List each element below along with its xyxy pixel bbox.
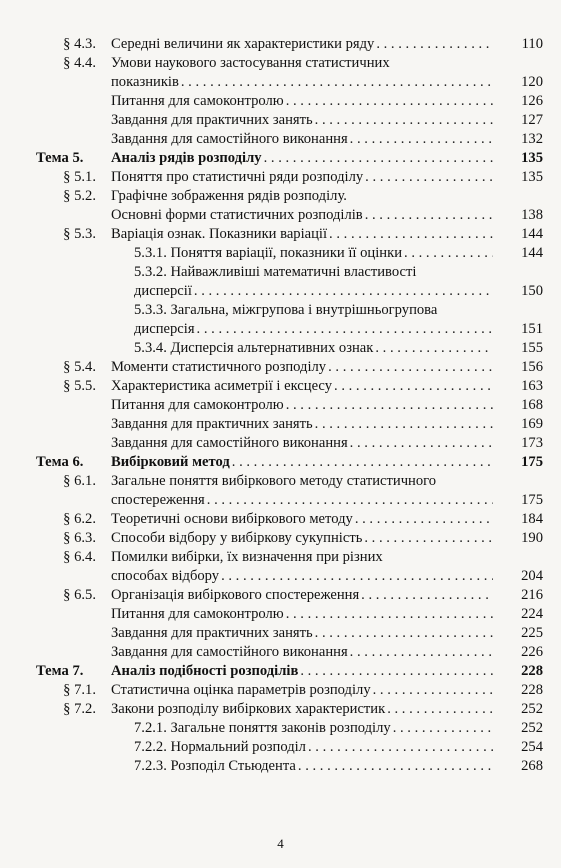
toc-entry-row — [0, 548, 561, 567]
entry-line — [111, 187, 497, 206]
entry-page-number: 173 — [521, 435, 543, 451]
chapter-number: Тема 7. — [36, 663, 84, 679]
entry-title: Моменти статистичного розподілу — [111, 359, 327, 375]
toc-entry-row — [0, 111, 561, 130]
entry-line — [111, 510, 497, 529]
entry-page-number: 224 — [521, 606, 543, 622]
section-number: § 6.4. — [63, 549, 96, 565]
toc-entry-row — [0, 472, 561, 491]
dot-leader — [286, 92, 493, 111]
toc-chapter-row — [0, 453, 561, 472]
toc-chapter-row — [0, 149, 561, 168]
dot-leader — [393, 719, 493, 738]
dot-leader — [194, 282, 493, 301]
entry-title: 5.3.4. Дисперсія альтернативних ознак — [134, 340, 374, 356]
entry-line — [111, 168, 497, 187]
entry-page-number: 144 — [521, 245, 543, 261]
entry-title: показників — [111, 74, 179, 90]
entry-page-number: 169 — [521, 416, 543, 432]
dot-leader — [355, 510, 493, 529]
entry-title: Завдання для практичних занять — [111, 112, 313, 128]
entry-line — [111, 111, 497, 130]
entry-line — [111, 149, 497, 168]
entry-title: Питання для самоконтролю — [111, 397, 284, 413]
section-number: § 5.4. — [63, 359, 96, 375]
dot-leader — [376, 35, 493, 54]
toc-entry-row — [0, 415, 561, 434]
dot-leader — [373, 681, 493, 700]
entry-page-number: 150 — [521, 283, 543, 299]
entry-page-number: 252 — [521, 701, 543, 717]
entry-page-number: 120 — [521, 74, 543, 90]
entry-title: Основні форми статистичних розподілів — [111, 207, 363, 223]
dot-leader — [286, 396, 493, 415]
toc-entry-row — [0, 282, 561, 301]
entry-page-number: 252 — [521, 720, 543, 736]
entry-title: 7.2.1. Загальне поняття законів розподілу — [134, 720, 391, 736]
entry-line — [134, 301, 497, 320]
dot-leader — [197, 320, 493, 339]
entry-title: 5.3.3. Загальна, міжгрупова і внутрішньогрупова — [134, 302, 438, 318]
entry-page-number: 228 — [521, 663, 543, 679]
entry-page-number: 155 — [521, 340, 543, 356]
entry-title: Характеристика асиметрії і ексцесу — [111, 378, 333, 394]
dot-leader — [387, 700, 493, 719]
entry-title: 5.3.1. Поняття варіації, показники її оцінки — [134, 245, 403, 261]
dot-leader — [365, 206, 493, 225]
toc-entry-row — [0, 757, 561, 776]
entry-title: спостереження — [111, 492, 205, 508]
entry-page-number: 254 — [521, 739, 543, 755]
entry-page-number: 168 — [521, 397, 543, 413]
entry-title: 7.2.2. Нормальний розподіл — [134, 739, 306, 755]
entry-title: 5.3.2. Найважливіші математичні властивості — [134, 264, 417, 280]
toc-entry-row — [0, 35, 561, 54]
dot-leader — [350, 643, 493, 662]
dot-leader — [365, 168, 493, 187]
entry-line — [111, 434, 497, 453]
dot-leader — [264, 149, 493, 168]
entry-line — [111, 548, 497, 567]
toc-entry-row — [0, 187, 561, 206]
section-number: § 4.4. — [63, 55, 96, 71]
section-number: § 5.3. — [63, 226, 96, 242]
entry-title: Завдання для самостійного виконання — [111, 644, 348, 660]
entry-title: Способи відбору у вибіркову сукупність — [111, 530, 363, 546]
toc-entry-row — [0, 681, 561, 700]
section-number: § 5.5. — [63, 378, 96, 394]
dot-leader — [315, 111, 493, 130]
toc-entry-row — [0, 54, 561, 73]
entry-line — [134, 757, 497, 776]
entry-title: способах відбору — [111, 568, 220, 584]
toc-entry-row — [0, 624, 561, 643]
entry-line — [134, 738, 497, 757]
dot-leader — [375, 339, 493, 358]
dot-leader — [221, 567, 493, 586]
section-number: § 4.3. — [63, 36, 96, 52]
entry-title: Загальне поняття вибіркового методу статистичного — [111, 473, 437, 489]
toc-entry-row — [0, 320, 561, 339]
section-number: § 6.2. — [63, 511, 96, 527]
toc-entry-row — [0, 244, 561, 263]
entry-title: дисперсія — [134, 321, 195, 337]
entry-line — [111, 529, 497, 548]
entry-line — [111, 377, 497, 396]
entry-title: Закони розподілу вибіркових характеристик — [111, 701, 386, 717]
toc-entry-row — [0, 605, 561, 624]
dot-leader — [328, 358, 493, 377]
entry-line — [111, 472, 497, 491]
entry-title: Теоретичні основи вибіркового методу — [111, 511, 353, 527]
dot-leader — [350, 434, 493, 453]
toc-entry-row — [0, 225, 561, 244]
toc-entry-row — [0, 206, 561, 225]
dot-leader — [300, 662, 493, 681]
toc-entry-row — [0, 263, 561, 282]
entry-page-number: 135 — [521, 150, 543, 166]
entry-page-number: 144 — [521, 226, 543, 242]
dot-leader — [286, 605, 493, 624]
entry-line — [111, 54, 497, 73]
entry-title: Аналіз рядів розподілу — [111, 150, 262, 166]
entry-title: Питання для самоконтролю — [111, 93, 284, 109]
entry-page-number: 135 — [521, 169, 543, 185]
dot-leader — [232, 453, 493, 472]
entry-page-number: 163 — [521, 378, 543, 394]
entry-title: Завдання для самостійного виконання — [111, 435, 348, 451]
dot-leader — [361, 586, 493, 605]
page-number: 4 — [277, 836, 284, 851]
entry-page-number: 204 — [521, 568, 543, 584]
toc-entry-row — [0, 700, 561, 719]
dot-leader — [315, 415, 493, 434]
entry-line — [111, 624, 497, 643]
toc-entry-row — [0, 529, 561, 548]
entry-line — [134, 719, 497, 738]
toc-entry-row — [0, 510, 561, 529]
toc-entry-row — [0, 719, 561, 738]
section-number: § 5.2. — [63, 188, 96, 204]
entry-page-number: 216 — [521, 587, 543, 603]
toc-entry-row — [0, 130, 561, 149]
toc-entry-row — [0, 168, 561, 187]
entry-title: Питання для самоконтролю — [111, 606, 284, 622]
entry-title: Умови наукового застосування статистичних — [111, 55, 390, 71]
entry-line — [111, 92, 497, 111]
entry-line — [111, 358, 497, 377]
entry-title: Завдання для самостійного виконання — [111, 131, 348, 147]
entry-line — [111, 396, 497, 415]
entry-page-number: 127 — [521, 112, 543, 128]
entry-title: Графічне зображення рядів розподілу. — [111, 188, 347, 204]
toc-chapter-row — [0, 662, 561, 681]
chapter-number: Тема 6. — [36, 454, 84, 470]
dot-leader — [315, 624, 493, 643]
toc-entry-row — [0, 339, 561, 358]
entry-title: дисперсії — [134, 283, 192, 299]
entry-title: Вибірковий метод — [111, 454, 230, 470]
entry-line — [111, 567, 497, 586]
entry-page-number: 225 — [521, 625, 543, 641]
entry-page-number: 226 — [521, 644, 543, 660]
entry-page-number: 184 — [521, 511, 543, 527]
entry-page-number: 175 — [521, 492, 543, 508]
table-of-contents — [0, 35, 561, 776]
dot-leader — [334, 377, 493, 396]
entry-title: Статистична оцінка параметрів розподілу — [111, 682, 371, 698]
entry-page-number: 110 — [521, 36, 543, 52]
entry-page-number: 175 — [521, 454, 543, 470]
toc-entry-row — [0, 738, 561, 757]
entry-page-number: 151 — [521, 321, 543, 337]
entry-page-number: 132 — [521, 131, 543, 147]
entry-line — [111, 586, 497, 605]
dot-leader — [329, 225, 493, 244]
entry-line — [111, 35, 497, 54]
toc-entry-row — [0, 73, 561, 92]
entry-line — [134, 282, 497, 301]
entry-line — [134, 244, 497, 263]
entry-page-number: 228 — [521, 682, 543, 698]
entry-title: Помилки вибірки, їх визначення при різних — [111, 549, 383, 565]
section-number: § 6.5. — [63, 587, 96, 603]
toc-entry-row — [0, 434, 561, 453]
entry-line — [111, 206, 497, 225]
toc-entry-row — [0, 491, 561, 510]
entry-title: Завдання для практичних занять — [111, 625, 313, 641]
entry-title: Завдання для практичних занять — [111, 416, 313, 432]
dot-leader — [350, 130, 493, 149]
entry-title: Варіація ознак. Показники варіації — [111, 226, 328, 242]
entry-page-number: 268 — [521, 758, 543, 774]
section-number: § 7.2. — [63, 701, 96, 717]
chapter-number: Тема 5. — [36, 150, 84, 166]
entry-page-number: 190 — [521, 530, 543, 546]
entry-title: Середні величини як характеристики ряду — [111, 36, 375, 52]
toc-entry-row — [0, 358, 561, 377]
entry-title: Поняття про статистичні ряди розподілу — [111, 169, 364, 185]
entry-line — [111, 643, 497, 662]
entry-line — [111, 491, 497, 510]
entry-line — [111, 130, 497, 149]
entry-line — [111, 453, 497, 472]
section-number: § 6.3. — [63, 530, 96, 546]
toc-entry-row — [0, 586, 561, 605]
entry-page-number: 138 — [521, 207, 543, 223]
section-number: § 5.1. — [63, 169, 96, 185]
dot-leader — [364, 529, 493, 548]
entry-line — [111, 662, 497, 681]
toc-entry-row — [0, 567, 561, 586]
entry-title: Організація вибіркового спостереження — [111, 587, 360, 603]
dot-leader — [308, 738, 493, 757]
toc-entry-row — [0, 92, 561, 111]
entry-page-number: 156 — [521, 359, 543, 375]
entry-line — [134, 339, 497, 358]
dot-leader — [181, 73, 493, 92]
section-number: § 6.1. — [63, 473, 96, 489]
entry-line — [111, 681, 497, 700]
entry-line — [111, 73, 497, 92]
dot-leader — [207, 491, 493, 510]
entry-title: 7.2.3. Розподіл Стьюдента — [134, 758, 296, 774]
toc-entry-row — [0, 301, 561, 320]
entry-line — [111, 605, 497, 624]
entry-line — [111, 700, 497, 719]
entry-title: Аналіз подібності розподілів — [111, 663, 299, 679]
toc-entry-row — [0, 377, 561, 396]
section-number: § 7.1. — [63, 682, 96, 698]
dot-leader — [298, 757, 493, 776]
toc-entry-row — [0, 643, 561, 662]
entry-line — [111, 415, 497, 434]
toc-entry-row — [0, 396, 561, 415]
entry-line — [134, 320, 497, 339]
entry-page-number: 126 — [521, 93, 543, 109]
dot-leader — [404, 244, 493, 263]
entry-line — [111, 225, 497, 244]
entry-line — [134, 263, 497, 282]
